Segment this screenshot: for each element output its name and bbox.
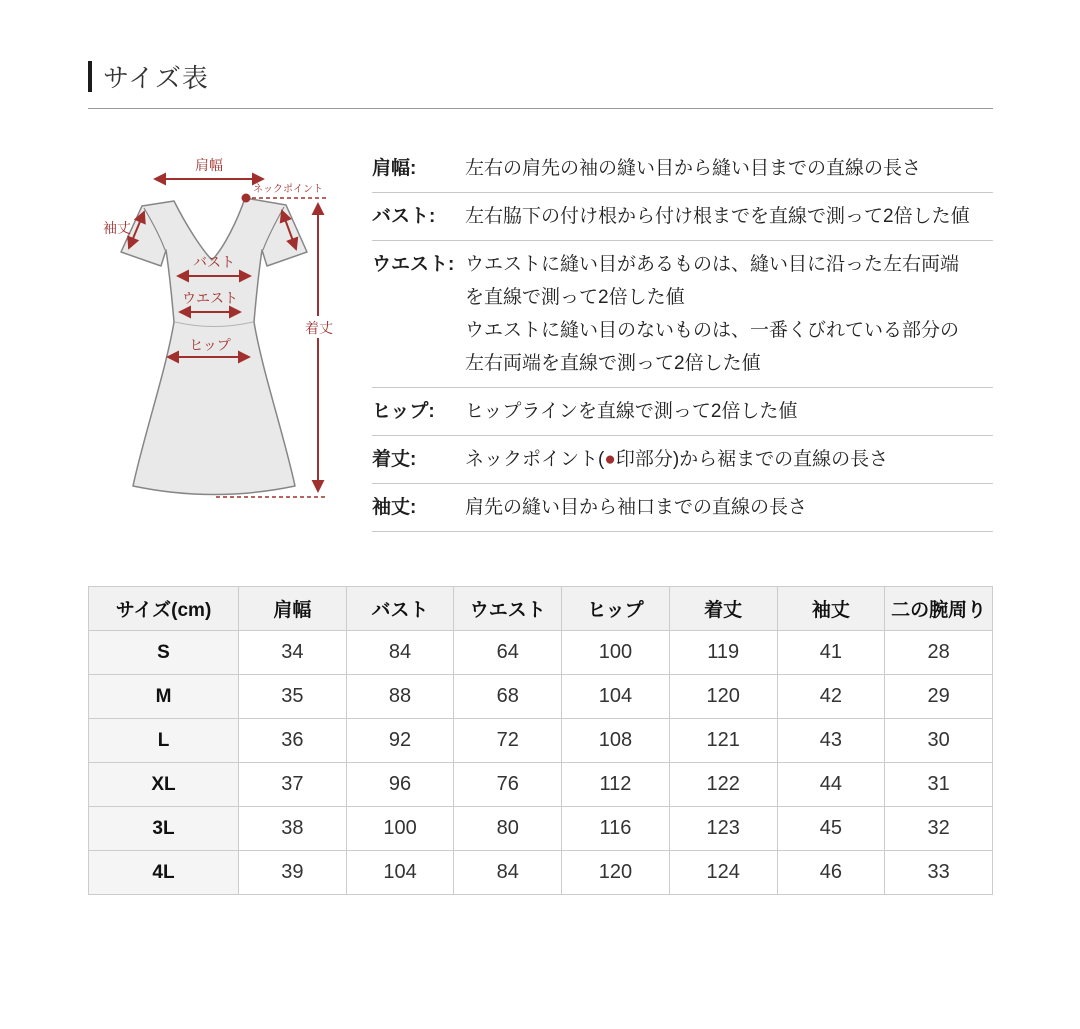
definition-row-sleeve: [372, 484, 993, 532]
table-cell: 31: [885, 763, 993, 807]
table-cell: 120: [562, 851, 670, 895]
table-cell: 45: [777, 807, 885, 851]
neck-point-mark-icon: ●: [604, 449, 616, 470]
table-cell: 33: [885, 851, 993, 895]
table-cell: 46: [777, 851, 885, 895]
table-cell: 122: [669, 763, 777, 807]
table-row: [89, 675, 993, 719]
table-cell: 68: [454, 675, 562, 719]
row-size-label: XL: [89, 763, 239, 807]
column-header-size: サイズ(cm): [89, 587, 239, 631]
table-cell: 104: [346, 851, 454, 895]
title-accent-bar: [88, 61, 92, 92]
definition-row-bust: [372, 193, 993, 241]
table-cell: 37: [239, 763, 347, 807]
table-row: [89, 851, 993, 895]
table-cell: 28: [885, 631, 993, 675]
neck-point-dot: [242, 194, 251, 203]
column-header-length: 着丈: [669, 587, 777, 631]
table-cell: 30: [885, 719, 993, 763]
table-cell: 38: [239, 807, 347, 851]
table-cell: 41: [777, 631, 885, 675]
waist-label: ウエスト: [182, 290, 238, 306]
hip-label: ヒップ: [189, 337, 231, 353]
table-row: [89, 763, 993, 807]
table-cell: 116: [562, 807, 670, 851]
neck-point-label: ネックポイント: [253, 184, 323, 195]
table-cell: 112: [562, 763, 670, 807]
bust-label: バスト: [193, 254, 235, 270]
table-cell: 88: [346, 675, 454, 719]
table-header-row: [89, 587, 993, 631]
table-cell: 124: [669, 851, 777, 895]
table-cell: 64: [454, 631, 562, 675]
table-cell: 123: [669, 807, 777, 851]
column-header-hip: ヒップ: [562, 587, 670, 631]
definition-description: ヒップラインを直線で測って2倍した値: [465, 401, 798, 422]
definition-row-waist: [372, 241, 993, 388]
column-header-waist: ウエスト: [454, 587, 562, 631]
page-header: [88, 0, 993, 95]
table-cell: 39: [239, 851, 347, 895]
definition-description: 左右脇下の付け根から付け根までを直線で測って2倍した値: [465, 206, 970, 227]
table-row: [89, 807, 993, 851]
table-cell: 72: [454, 719, 562, 763]
sleeve-length-label: 袖丈: [103, 220, 131, 236]
table-cell: 36: [239, 719, 347, 763]
dress-diagram: [88, 145, 364, 532]
definition-term: 袖丈:: [372, 497, 417, 518]
definition-term: 着丈:: [372, 449, 417, 470]
table-cell: 96: [346, 763, 454, 807]
table-cell: 80: [454, 807, 562, 851]
definition-term: ウエスト:: [372, 254, 455, 275]
table-row: [89, 719, 993, 763]
page-title: サイズ表: [103, 63, 209, 93]
table-cell: 84: [346, 631, 454, 675]
row-size-label: 4L: [89, 851, 239, 895]
table-cell: 100: [346, 807, 454, 851]
table-cell: 100: [562, 631, 670, 675]
definition-description: ネックポイント(●印部分)から裾までの直線の長さ: [465, 449, 889, 470]
definition-row-length: [372, 436, 993, 484]
definition-row-shoulder: [372, 145, 993, 193]
definition-term: ヒップ:: [372, 401, 435, 422]
measurement-guide-section: [88, 145, 993, 532]
table-cell: 43: [777, 719, 885, 763]
table-cell: 119: [669, 631, 777, 675]
row-size-label: 3L: [89, 807, 239, 851]
shoulder-width-label: 肩幅: [195, 157, 223, 173]
size-table: [88, 586, 993, 895]
definition-description: 肩先の縫い目から袖口までの直線の長さ: [465, 497, 808, 518]
definition-list: [372, 145, 993, 532]
definition-description: 左右の肩先の袖の縫い目から縫い目までの直線の長さ: [465, 158, 922, 179]
column-header-sleeve: 袖丈: [777, 587, 885, 631]
table-cell: 84: [454, 851, 562, 895]
table-cell: 32: [885, 807, 993, 851]
definition-term: 肩幅:: [372, 158, 417, 179]
table-cell: 35: [239, 675, 347, 719]
table-cell: 44: [777, 763, 885, 807]
row-size-label: M: [89, 675, 239, 719]
column-header-upper-arm: 二の腕周り: [885, 587, 993, 631]
table-cell: 42: [777, 675, 885, 719]
row-size-label: L: [89, 719, 239, 763]
table-row: [89, 631, 993, 675]
table-cell: 121: [669, 719, 777, 763]
table-cell: 120: [669, 675, 777, 719]
row-size-label: S: [89, 631, 239, 675]
table-cell: 76: [454, 763, 562, 807]
definition-row-hip: [372, 388, 993, 436]
length-label: 着丈: [305, 320, 333, 336]
definition-description: ウエストに縫い目があるものは、縫い目に沿った左右両端 を直線で測って2倍した値 ウエストに縫い目のないものは、一番くびれている部分の 左右両端を直線で測って2倍した値: [465, 254, 960, 374]
table-cell: 92: [346, 719, 454, 763]
table-cell: 29: [885, 675, 993, 719]
table-cell: 104: [562, 675, 670, 719]
table-cell: 108: [562, 719, 670, 763]
dress-measurement-illustration: [88, 145, 364, 513]
column-header-shoulder: 肩幅: [239, 587, 347, 631]
column-header-bust: バスト: [346, 587, 454, 631]
definition-term: バスト:: [372, 206, 436, 227]
table-cell: 34: [239, 631, 347, 675]
title-divider: [88, 108, 993, 109]
